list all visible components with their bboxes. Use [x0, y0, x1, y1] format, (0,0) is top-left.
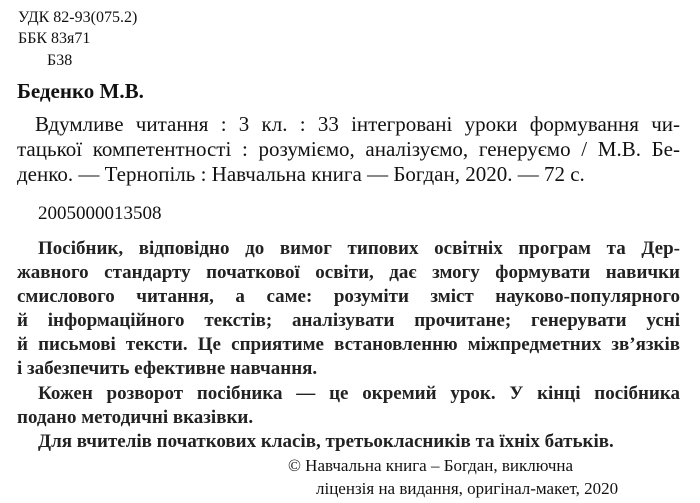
annotation-line-5: й письмові тексти. Це сприятиме встановленню міжпредметних зв’язків	[17, 334, 680, 355]
udk-code: УДК 82-93(075.2)	[18, 9, 138, 26]
bibliographic-line-1: Вдумливе читання : 3 кл. : 33 інтегровані уроки формування чи-	[35, 112, 680, 136]
annotation-line-8: подано методичні вказівки.	[17, 407, 254, 428]
annotation-line-2: жавного стандарту початкової освіти, дає змогу формувати навички	[17, 262, 680, 283]
author-mark: Б38	[47, 52, 73, 69]
bibliographic-line-2: тацької компетентності : розуміємо, аналізуємо, генеруємо / М.В. Бе-	[17, 137, 680, 161]
isbn-code: 2005000013508	[38, 203, 162, 224]
annotation-line-7: Кожен розворот посібника — це окремий урок. У кінці посібника	[38, 383, 680, 404]
annotation-line-1: Посібник, відповідно до вимог типових освітніх програм та Дер-	[38, 238, 680, 259]
annotation-line-3: смислового читання, а саме: розуміти зміст науково-популярного	[17, 286, 680, 307]
annotation-line-6: і забезпечить ефективне навчання.	[17, 358, 318, 379]
copyright-line-2: ліцензія на видання, оригінал-макет, 2020	[316, 479, 619, 498]
annotation-line-4: й інформаційного текстів; аналізувати прочитане; генерувати усні	[17, 310, 680, 331]
bibliographic-line-3: денко. — Тернопіль : Навчальна книга — Богдан, 2020. — 72 с.	[17, 162, 585, 186]
bbk-code: ББК 83я71	[18, 30, 91, 47]
annotation-line-9: Для вчителів початкових класів, третьокласників та їхніх батьків.	[38, 431, 614, 452]
copyright-line-1: © Навчальна книга – Богдан, виключна	[288, 456, 574, 475]
author-name: Беденко М.В.	[17, 79, 144, 103]
